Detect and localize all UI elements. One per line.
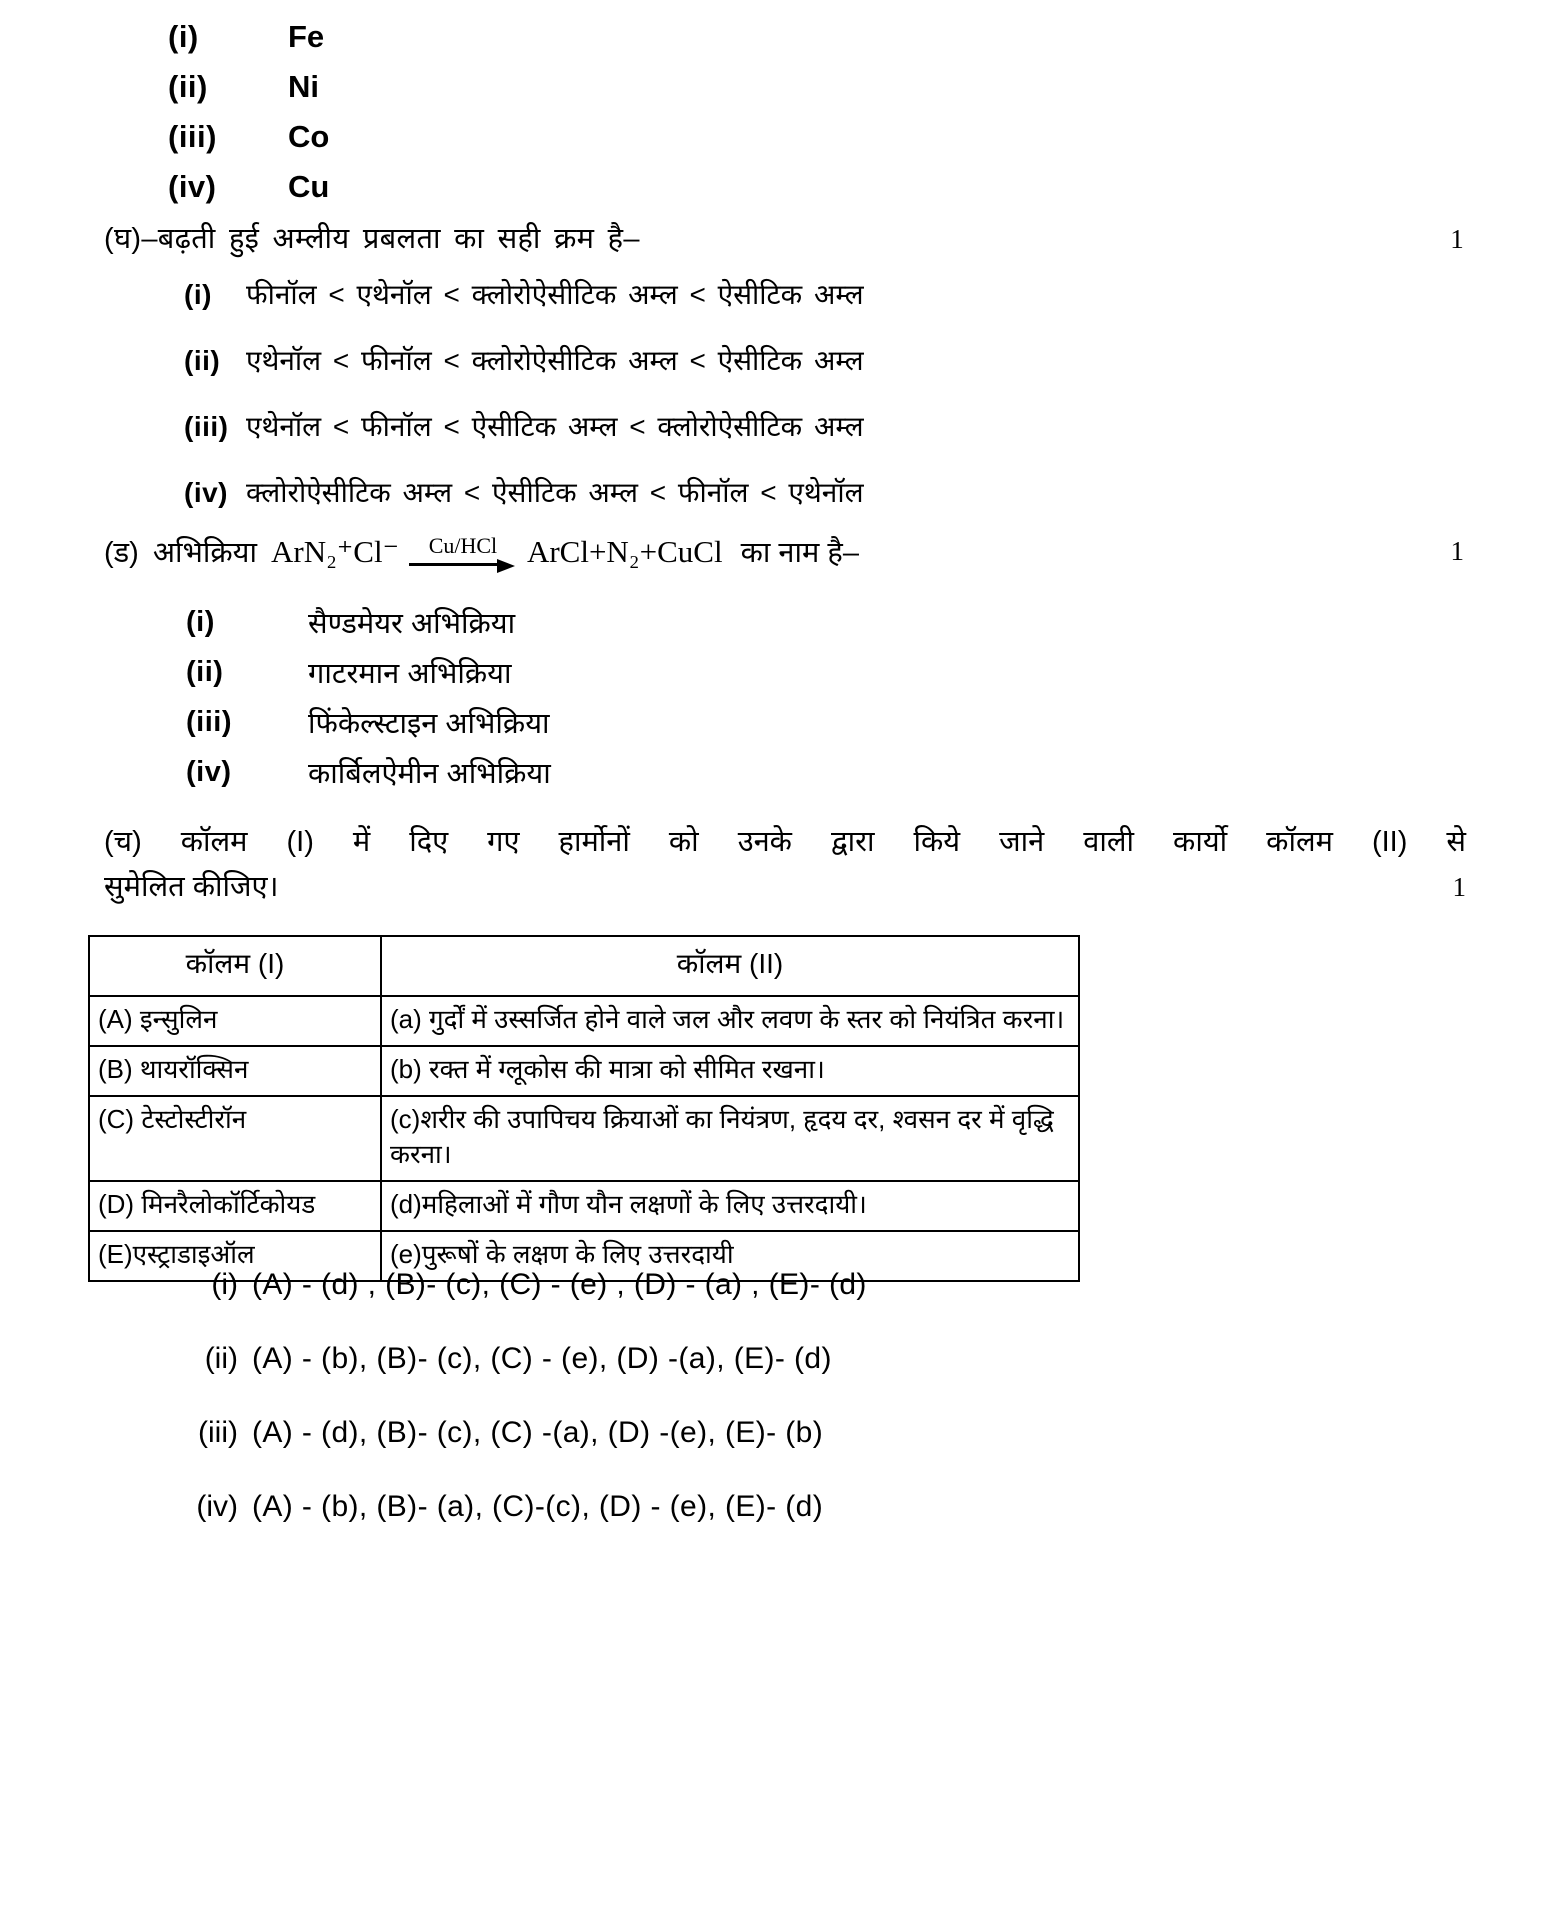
- question-da-prefix: (ड): [104, 537, 139, 569]
- list-item: [176, 1416, 1376, 1450]
- column-header-1: कॉलम (I): [89, 936, 381, 996]
- list-item: [176, 1490, 1376, 1524]
- option-text: Cu: [288, 169, 330, 204]
- question-gha-options: [184, 275, 1464, 511]
- option-text: फीनॉल < एथेनॉल < क्लोरोऐसीटिक अम्ल < ऐसीटिक अम्ल: [246, 279, 864, 310]
- reaction-reactant: ArN₂⁺Cl⁻: [271, 533, 399, 569]
- option-text: क्लोरोऐसीटिक अम्ल < ऐसीटिक अम्ल < फीनॉल < एथेनॉल: [246, 477, 864, 508]
- list-item: [168, 162, 668, 212]
- option-label: (ii): [184, 345, 221, 376]
- list-item: [168, 12, 668, 62]
- list-item: [168, 112, 668, 162]
- question-cha-line2: सुमेलित कीजिए।: [104, 870, 279, 903]
- option-label: (iii): [198, 1416, 238, 1449]
- option-label: (iii): [186, 705, 232, 738]
- match-table: [88, 935, 1080, 1282]
- option-label: (i): [168, 19, 199, 54]
- question-gha-marks: 1: [1450, 224, 1464, 254]
- list-item: [184, 473, 1464, 511]
- column-header-2: कॉलम (II): [381, 936, 1079, 996]
- option-label: (iii): [168, 119, 217, 154]
- option-label: (i): [186, 605, 215, 638]
- question-gha: [104, 218, 1464, 539]
- list-item: [176, 1268, 1376, 1302]
- table-cell-column1: (A) इन्सुलिन: [89, 996, 381, 1046]
- list-item: [186, 747, 1464, 797]
- option-text: Ni: [288, 69, 319, 104]
- reaction-arrow-icon: [409, 532, 517, 573]
- question-da-marks: 1: [1450, 536, 1464, 566]
- option-label: (iii): [184, 411, 229, 442]
- question-cha-line1: (च) कॉलम (I) में दिए गए हार्मोनों को उनके द्वारा किये जाने वाली कार्यो कॉलम (II) से: [104, 826, 1466, 858]
- question-da-options: [186, 597, 1464, 797]
- option-label: (i): [211, 1268, 238, 1301]
- option-label: (ii): [204, 1342, 238, 1375]
- option-label: (i): [184, 279, 212, 310]
- list-item: [186, 647, 1464, 697]
- table-cell-column1: (D) मिनरैलोकॉर्टिकोयड: [89, 1181, 381, 1231]
- option-text: (A) - (d), (B)- (c), (C) -(a), (D) -(e), (E)- (b): [252, 1416, 824, 1449]
- option-label: (iv): [184, 477, 228, 508]
- question-cha-marks: 1: [1452, 871, 1466, 902]
- table-row: [89, 1181, 1079, 1231]
- table-cell-column1: (B) थायरॉक्सिन: [89, 1046, 381, 1096]
- option-text: (A) - (b), (B)- (a), (C)-(c), (D) - (e), (E)- (d): [252, 1490, 824, 1523]
- option-text: सैण्डमेयर अभिक्रिया: [308, 607, 516, 640]
- option-text: एथेनॉल < फीनॉल < ऐसीटिक अम्ल < क्लोरोऐसीटिक अम्ल: [246, 411, 864, 442]
- list-item: [168, 62, 668, 112]
- option-text: गाटरमान अभिक्रिया: [308, 657, 512, 690]
- option-text: एथेनॉल < फीनॉल < क्लोरोऐसीटिक अम्ल < ऐसीटिक अम्ल: [246, 345, 864, 376]
- list-item: [184, 407, 1464, 445]
- element-option-list: [168, 12, 668, 212]
- table-cell-column2: (a) गुर्दों में उस्सर्जित होने वाले जल और लवण के स्तर को नियंत्रित करना।: [381, 996, 1079, 1046]
- question-cha: [104, 820, 1466, 910]
- option-text: Fe: [288, 19, 325, 54]
- option-label: (iv): [196, 1490, 238, 1523]
- option-label: (ii): [186, 655, 224, 688]
- list-item: [184, 341, 1464, 379]
- question-da-stem-inner: [104, 532, 859, 571]
- question-gha-stem: [104, 218, 1464, 257]
- list-item: [184, 275, 1464, 313]
- option-text: कार्बिलऐमीन अभिक्रिया: [308, 757, 551, 790]
- arrow-line: [409, 559, 517, 573]
- table-cell-column2: (d)महिलाओं में गौण यौन लक्षणों के लिए उत्तरदायी।: [381, 1181, 1079, 1231]
- table-row: [89, 996, 1079, 1046]
- table-cell-column2: (b) रक्त में ग्लूकोस की मात्रा को सीमित रखना।: [381, 1046, 1079, 1096]
- question-da-stem-after: का नाम है–: [740, 537, 859, 569]
- question-da-stem: [104, 532, 1464, 571]
- reaction-reagent-label: Cu/HCl: [428, 532, 498, 558]
- question-gha-stem-text: (घ)–बढ़ती हुई अम्लीय प्रबलता का सही क्रम है–: [104, 223, 640, 255]
- question-cha-line2-row: [104, 865, 1466, 910]
- option-text: (A) - (b), (B)- (c), (C) - (e), (D) -(a), (E)- (d): [252, 1342, 832, 1375]
- table-cell-column2: (c)शरीर की उपापिचय क्रियाओं का नियंत्रण, हृदय दर, श्वसन दर में वृद्धि करना।: [381, 1096, 1079, 1181]
- option-label: (ii): [168, 69, 208, 104]
- option-text: (A) - (d) , (B)- (c), (C) - (e) , (D) - (a) , (E)- (d): [252, 1268, 867, 1301]
- option-label: (iv): [168, 169, 217, 204]
- table-row: [89, 1046, 1079, 1096]
- table-cell-column1: (C) टेस्टोस्टीरॉन: [89, 1096, 381, 1181]
- table-cell-column1: (E)एस्ट्राडाइऑल: [89, 1231, 381, 1281]
- option-text: Co: [288, 119, 330, 154]
- reaction-product: ArCl+N₂+CuCl: [526, 533, 723, 569]
- table-row: [89, 1096, 1079, 1181]
- table-cell-column2: (e)पुरूषों के लक्षण के लिए उत्तरदायी: [381, 1231, 1079, 1281]
- list-item: [176, 1342, 1376, 1376]
- match-table-container: [88, 935, 1078, 1282]
- question-da-stem-before: अभिक्रिया: [152, 537, 258, 569]
- table-header-row: [89, 936, 1079, 996]
- option-label: (iv): [186, 755, 232, 788]
- list-item: [186, 597, 1464, 647]
- option-text: फिंकेल्स्टाइन अभिक्रिया: [308, 707, 550, 740]
- question-cha-answers: [176, 1268, 1376, 1564]
- list-item: [186, 697, 1464, 747]
- question-da: [104, 532, 1464, 797]
